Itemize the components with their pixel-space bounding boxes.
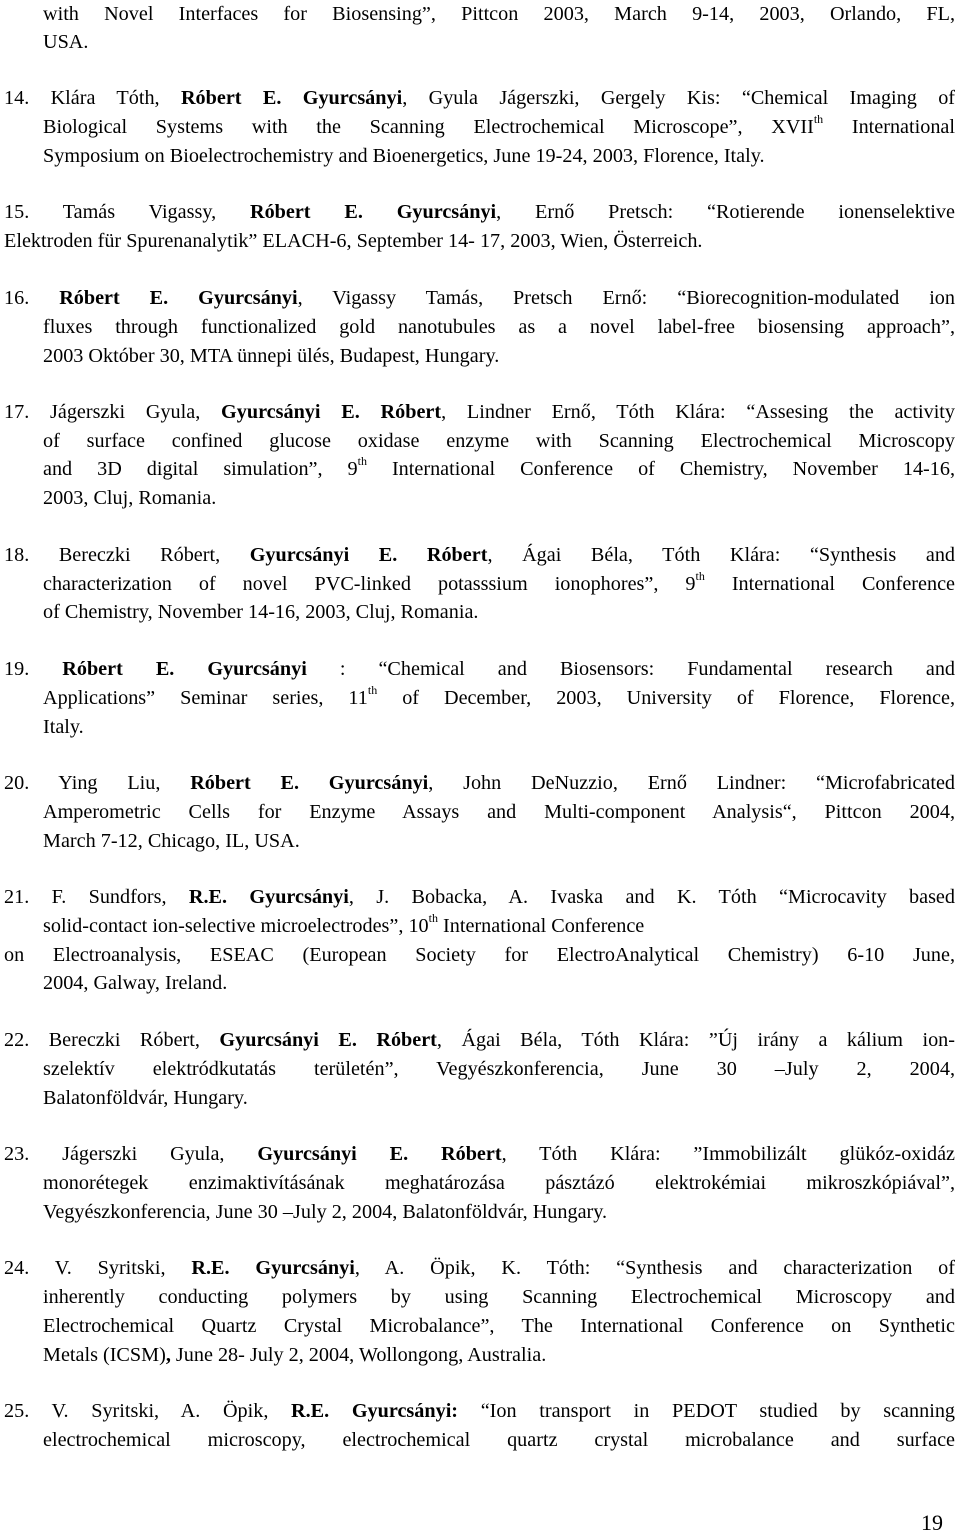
reference-line	[43, 28, 88, 57]
text-run: , Vigassy Tamás, Pretsch Ernő: “Biorecognition-modulated ion	[297, 287, 955, 309]
reference-line	[43, 969, 227, 998]
text-run: Electrochemical Quartz Crystal Microbalance”, The International Conference on Synthetic	[43, 1315, 955, 1337]
author-name-bold: Gyurcsányi E. Róbert	[249, 544, 488, 566]
reference-line	[43, 798, 955, 827]
text-run: Amperometric Cells for Enzyme Assays and Multi-component Analysis“, Pittcon 2004,	[43, 801, 955, 823]
text-run: characterization of novel PVC-linked potasssium ionophores”, 9	[43, 573, 696, 595]
reference-line	[4, 655, 955, 684]
superscript: th	[357, 454, 367, 469]
text-run: , Gyula Jágerszki, Gergely Kis: “Chemical Imaging of	[402, 87, 956, 109]
text-run: , Ágai Béla, Tóth Klára: ”Új irány a kálium ion-	[436, 1029, 955, 1051]
text-run: 21. F. Sundfors,	[4, 886, 189, 908]
text-run: 18. Bereczki Róbert,	[4, 544, 250, 566]
text-run: of December, 2003, University of Florence, Florence,	[377, 687, 955, 709]
text-run: inherently conducting polymers by using Scanning Electrochemical Microscopy and	[43, 1286, 955, 1308]
reference-line	[4, 398, 955, 427]
reference-line	[4, 883, 955, 912]
text-run: solid-contact ion-selective microelectrodes”, 10	[43, 915, 429, 937]
text-run: Balatonföldvár, Hungary.	[43, 1087, 248, 1109]
reference-line	[43, 912, 644, 941]
page-number: 19	[921, 1510, 943, 1535]
text-run: , Tóth Klára: ”Immobilizált glükóz-oxidáz	[501, 1143, 956, 1165]
text-run: szelektív elektródkutatás területén”, Vegyészkonferencia, June 30 –July 2, 2004,	[43, 1058, 955, 1080]
text-run: 16.	[4, 287, 60, 309]
text-run: June 28- July 2, 2004, Wollongong, Australia.	[170, 1344, 547, 1366]
text-run: Elektroden für Spurenanalytik” ELACH-6, September 14- 17, 2003, Wien, Österreich.	[4, 230, 703, 252]
text-run: 20. Ying Liu,	[4, 772, 191, 794]
reference-line	[43, 0, 955, 29]
reference-line	[43, 827, 300, 856]
author-name-bold: R.E. Gyurcsányi	[191, 1257, 355, 1279]
reference-line	[4, 769, 955, 798]
superscript: th	[813, 112, 824, 127]
text-run: International Conference	[704, 573, 955, 595]
text-run: 24. V. Syritski,	[4, 1257, 192, 1279]
text-run: Vegyészkonferencia, June 30 –July 2, 2004, Balatonföldvár, Hungary.	[43, 1201, 608, 1223]
reference-line	[43, 1426, 955, 1455]
reference-line	[4, 284, 955, 313]
author-name-bold: Róbert E. Gyurcsányi	[249, 201, 497, 223]
text-run: 2003 Október 30, MTA ünnepi ülés, Budapest, Hungary.	[43, 345, 500, 367]
text-run: “Ion transport in PEDOT studied by scanning	[458, 1400, 956, 1422]
author-name-bold: Róbert E. Gyurcsányi	[62, 658, 307, 680]
reference-line	[4, 227, 702, 256]
reference-line	[43, 684, 955, 713]
text-run: and 3D digital simulation”, 9	[43, 458, 358, 480]
text-run: , John DeNuzzio, Ernő Lindner: “Microfabricated	[428, 772, 956, 794]
text-run: , A. Öpik, K. Tóth: “Synthesis and characterization of	[354, 1257, 955, 1279]
reference-line	[4, 198, 955, 227]
author-name-bold: R.E. Gyurcsányi	[188, 886, 349, 908]
superscript: th	[428, 911, 438, 926]
text-run: electrochemical microscopy, electrochemical quartz crystal microbalance and surface	[43, 1429, 955, 1451]
reference-line	[43, 427, 955, 456]
superscript: th	[367, 683, 378, 698]
reference-line	[43, 1312, 955, 1341]
reference-line	[43, 598, 478, 627]
reference-line	[4, 541, 955, 570]
reference-line	[4, 941, 955, 970]
reference-line	[43, 1169, 955, 1198]
reference-line	[43, 1084, 248, 1113]
author-name-bold: Gyurcsányi E. Róbert	[257, 1143, 502, 1165]
text-run: 17. Jágerszki Gyula,	[4, 401, 222, 423]
author-name-bold: Róbert E. Gyurcsányi	[190, 772, 429, 794]
text-run: of surface confined glucose oxidase enzyme with Scanning Electrochemical Microscopy	[43, 430, 955, 452]
text-run: Applications” Seminar series, 11	[43, 687, 368, 709]
reference-line	[4, 1254, 955, 1283]
reference-line	[43, 113, 955, 142]
text-run: on Electroanalysis, ESEAC (European Society for ElectroAnalytical Chemistry) 6-10 June,	[4, 944, 955, 966]
reference-line	[43, 1198, 607, 1227]
text-run: USA.	[43, 31, 89, 53]
reference-line	[4, 84, 955, 113]
text-run: 22. Bereczki Róbert,	[4, 1029, 220, 1051]
reference-line	[43, 484, 216, 513]
text-run: , Lindner Ernő, Tóth Klára: “Assesing the activity	[441, 401, 956, 423]
text-run: Symposium on Bioelectrochemistry and Bioenergetics, June 19-24, 2003, Florence, Italy.	[43, 145, 765, 167]
author-name-bold: Róbert E. Gyurcsányi	[59, 287, 298, 309]
reference-line	[4, 1397, 955, 1426]
text-run: fluxes through functionalized gold nanotubules as a novel label-free biosensing approach”,	[43, 316, 955, 338]
superscript: th	[695, 569, 705, 584]
reference-line	[43, 570, 955, 599]
text-run: Biological Systems with the Scanning Electrochemical Microscope”, XVII	[43, 116, 814, 138]
text-run: of Chemistry, November 14-16, 2003, Cluj, Romania.	[43, 601, 479, 623]
reference-line	[43, 713, 84, 742]
text-run: , J. Bobacka, A. Ivaska and K. Tóth “Microcavity based	[348, 886, 955, 908]
text-run: Italy.	[43, 716, 84, 738]
text-run: International Conference	[438, 915, 645, 937]
reference-line	[43, 1055, 955, 1084]
reference-line	[43, 142, 765, 171]
text-run: with Novel Interfaces for Biosensing”, Pittcon 2003, March 9-14, 2003, Orlando, FL,	[43, 3, 955, 25]
text-run: monorétegek enzimaktivításának meghatározása pásztázó elektrokémiai mikroszkópiával”,	[43, 1172, 955, 1194]
text-run: 15. Tamás Vigassy,	[4, 201, 250, 223]
text-run: International	[823, 116, 955, 138]
reference-line	[43, 1341, 546, 1370]
reference-line	[43, 342, 499, 371]
reference-line	[4, 1026, 955, 1055]
author-name-bold: Gyurcsányi E. Róbert	[219, 1029, 437, 1051]
reference-line	[43, 455, 955, 484]
text-run: , Ernő Pretsch: “Rotierende ionenselektive	[496, 201, 955, 223]
text-run: International Conference of Chemistry, November 14-16,	[366, 458, 955, 480]
text-run: , Ágai Béla, Tóth Klára: “Synthesis and	[487, 544, 956, 566]
reference-line	[43, 1283, 955, 1312]
reference-line	[4, 1140, 955, 1169]
text-run: 2004, Galway, Ireland.	[43, 972, 228, 994]
text-run: March 7-12, Chicago, IL, USA.	[43, 830, 300, 852]
text-run: 25. V. Syritski, A. Öpik,	[4, 1400, 292, 1422]
text-run: 19.	[4, 658, 63, 680]
text-run: 2003, Cluj, Romania.	[43, 487, 217, 509]
bold-comma: ,	[165, 1344, 171, 1366]
reference-line	[43, 313, 955, 342]
author-name-bold: Róbert E. Gyurcsányi	[180, 87, 403, 109]
text-run: 14. Klára Tóth,	[4, 87, 181, 109]
text-run: 23. Jágerszki Gyula,	[4, 1143, 258, 1165]
text-run: Metals (ICSM)	[43, 1344, 166, 1366]
text-run: : “Chemical and Biosensors: Fundamental research and	[306, 658, 956, 680]
author-name-bold: Gyurcsányi E. Róbert	[221, 401, 442, 423]
author-name-bold: R.E. Gyurcsányi:	[291, 1400, 459, 1422]
